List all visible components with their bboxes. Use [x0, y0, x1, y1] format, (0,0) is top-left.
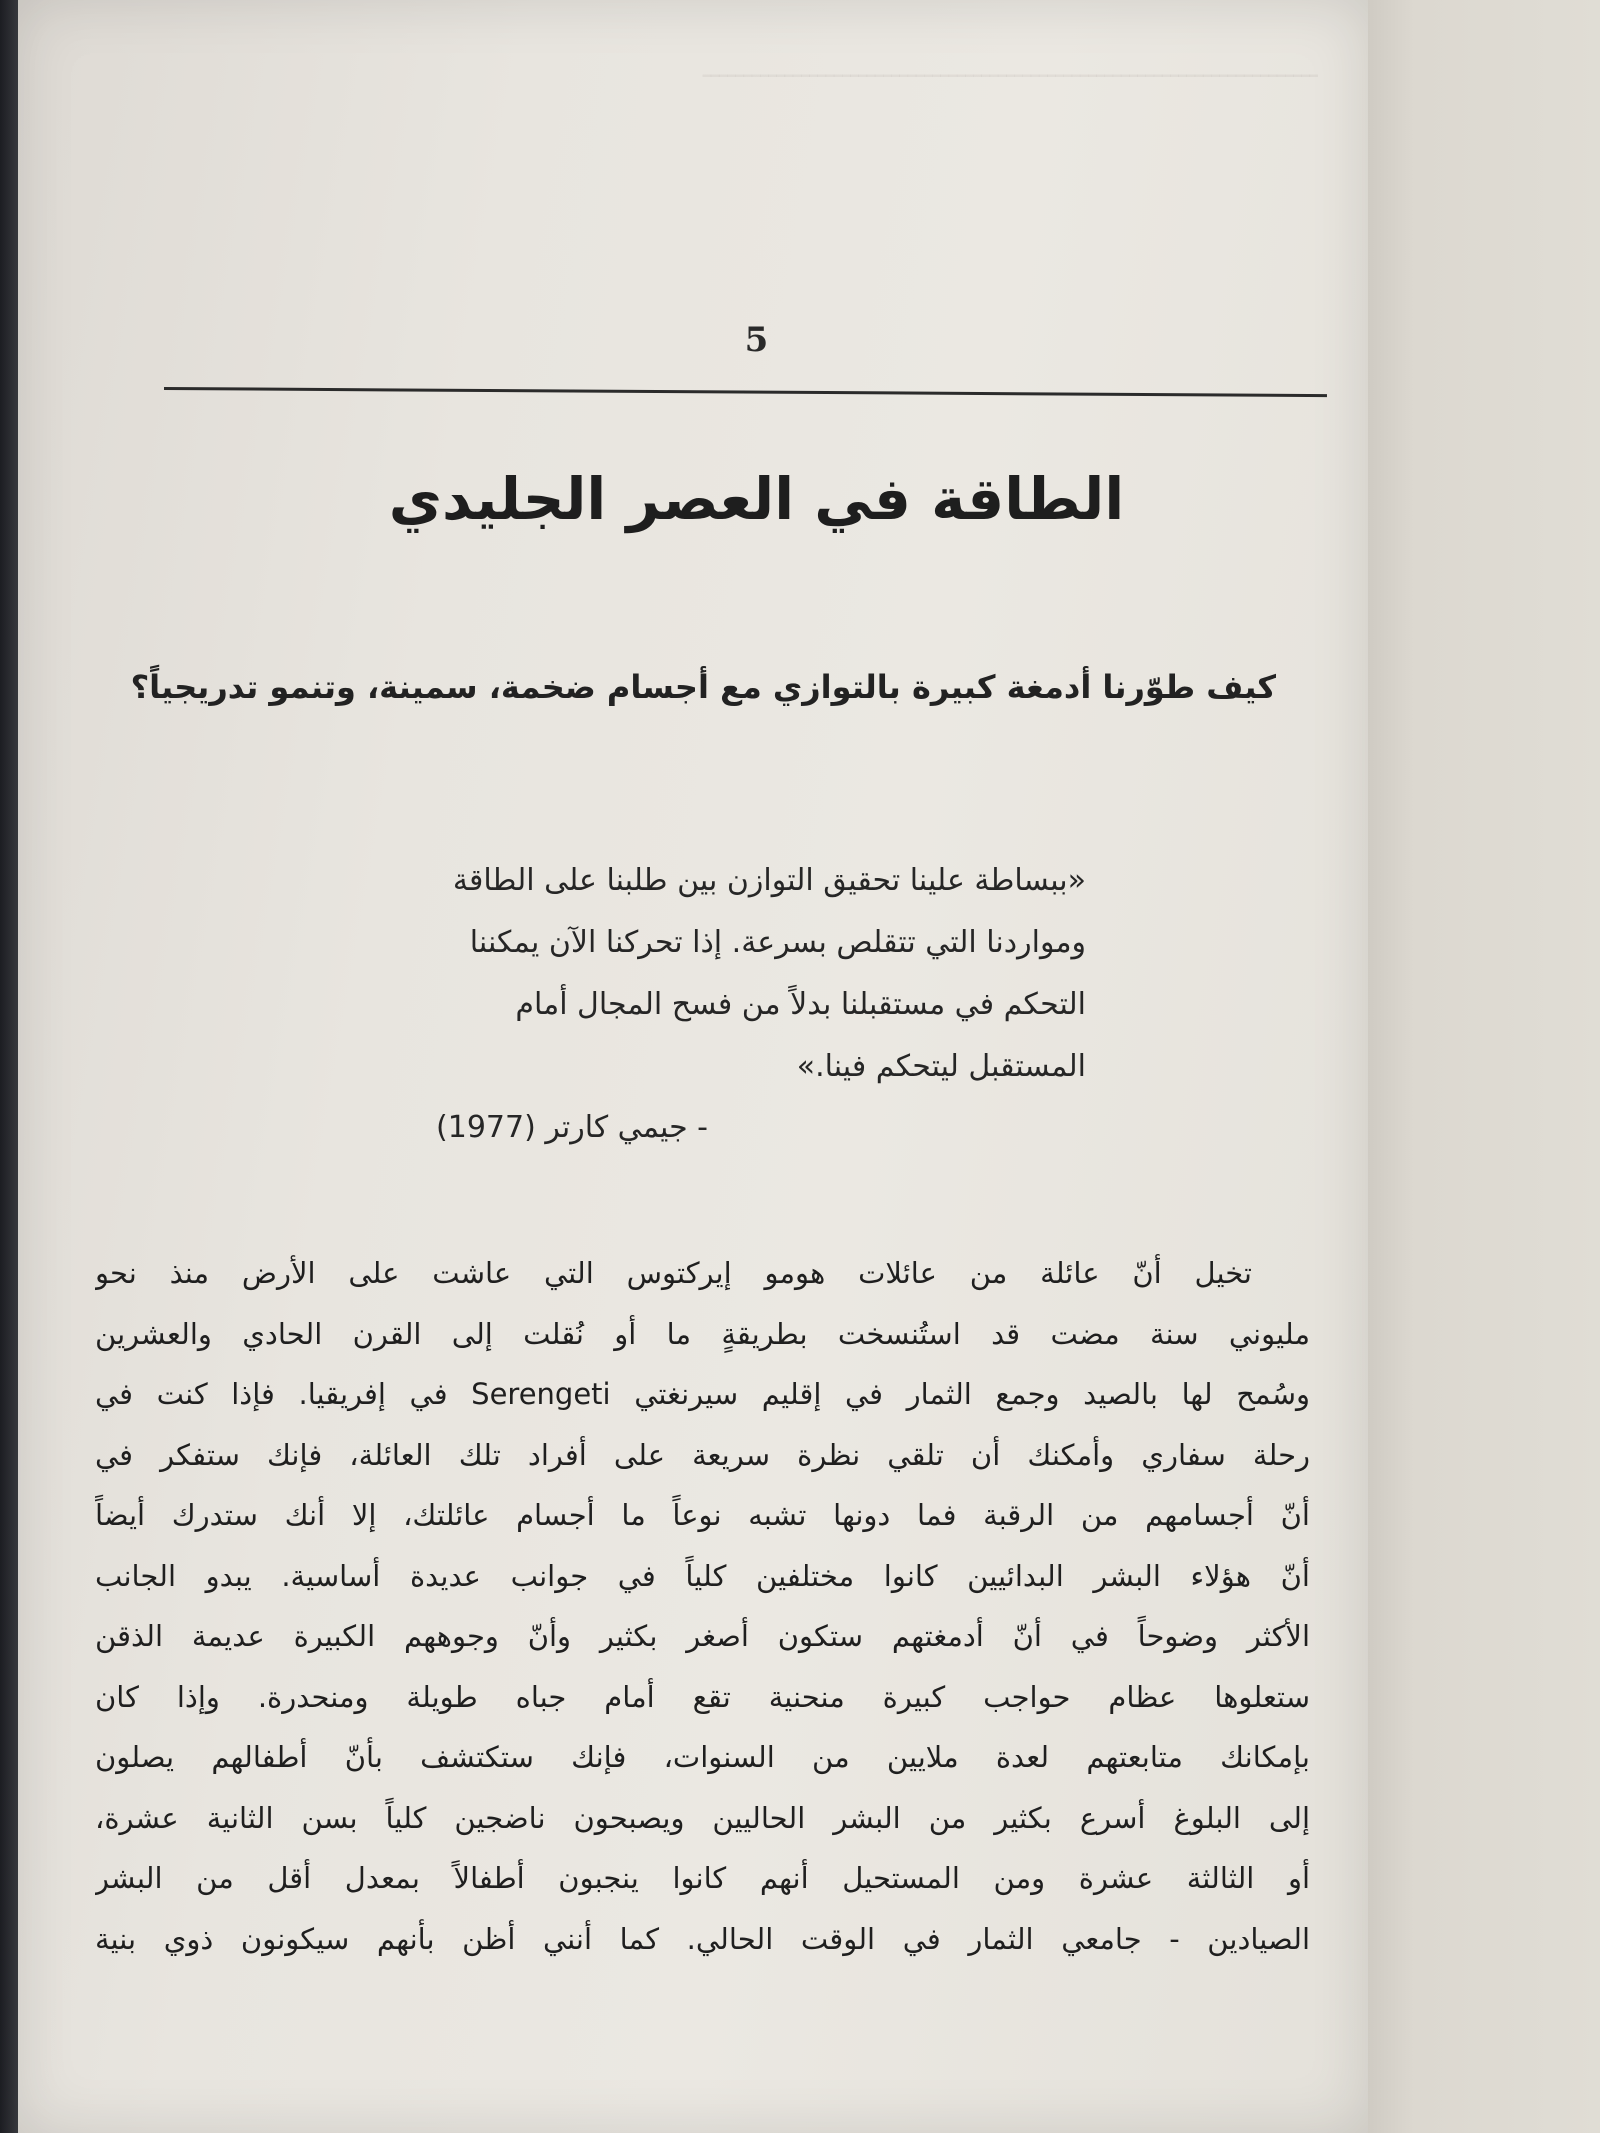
book-spine-shadow	[0, 0, 20, 2133]
epigraph-line: المستقبل ليتحكم فينا.»	[796, 1049, 1086, 1084]
epigraph-line: ومواردنا التي تتقلص بسرعة. إذا تحركنا الآن يمكننا	[469, 925, 1086, 960]
facing-page-edge	[1368, 0, 1600, 2133]
epigraph-line: «ببساطة علينا تحقيق التوازن بين طلبنا على الطاقة	[452, 863, 1086, 898]
bleed-through-text: ـــــــــــــــــــــــــــــــــــــــــــــــــــــــــــــــــــــــــــ	[702, 51, 1318, 84]
body-line: وسُمح لها بالصيد وجمع الثمار في إقليم سيرنغتي Serengeti في إفريقيا. فإذا كنت في	[95, 1377, 1310, 1411]
body-line: الصيادين - جامعي الثمار في الوقت الحالي. كما أنني أظن بأنهم سيكونون ذوي بنية	[95, 1921, 1310, 1956]
body-line: رحلة سفاري وأمكنك أن تلقي نظرة سريعة على أفراد تلك العائلة، فإنك ستفكر في	[95, 1437, 1310, 1472]
body-line: مليوني سنة مضت قد استُنسخت بطريقةٍ ما أو نُقلت إلى القرن الحادي والعشرين	[95, 1316, 1310, 1351]
book-page	[18, 0, 1368, 2133]
body-line: ستعلوها عظام حواجب كبيرة منحنية تقع أمام جباه طويلة ومنحدرة. وإذا كان	[95, 1679, 1310, 1714]
chapter-subtitle: كيف طوّرنا أدمغة كبيرة بالتوازي مع أجسام ضخمة، سمينة، وتنمو تدريجياً؟	[130, 668, 1276, 706]
chapter-rule	[164, 387, 1327, 397]
body-line: بإمكانك متابعتهم لعدة ملايين من السنوات، فإنك ستكتشف بأنّ أطفالهم يصلون	[95, 1740, 1310, 1774]
body-line: أنّ هؤلاء البشر البدائيين كانوا مختلفين كلياً في جوانب عديدة أساسية. يبدو الجانب	[95, 1558, 1310, 1593]
epigraph-quote	[266, 850, 1086, 1098]
body-paragraph	[95, 1243, 1310, 1969]
body-line: الأكثر وضوحاً في أنّ أدمغتهم ستكون أصغر بكثير وأنّ وجوههم الكبيرة عديمة الذقن	[95, 1619, 1310, 1653]
chapter-title: الطاقة في العصر الجليدي	[388, 465, 1125, 533]
body-line: تخيل أنّ عائلة من عائلات هومو إيركتوس التي عاشت على الأرض منذ نحو	[95, 1256, 1252, 1290]
body-line: أنّ أجسامهم من الرقبة فما دونها تشبه نوعاً ما أجسام عائلتك، إلا أنك ستدرك أيضاً	[95, 1498, 1310, 1532]
chapter-number: 5	[744, 320, 769, 360]
body-line: أو الثالثة عشرة ومن المستحيل أنهم كانوا ينجبون أطفالاً بمعدل أقل من البشر	[95, 1861, 1310, 1895]
body-line: إلى البلوغ أسرع بكثير من البشر الحاليين ويصبحون ناضجين كلياً بسن الثانية عشرة،	[95, 1800, 1310, 1835]
epigraph-line: التحكم في مستقبلنا بدلاً من فسح المجال أمام	[515, 987, 1086, 1022]
epigraph-attribution: - جيمي كارتر (1977)	[436, 1110, 708, 1145]
